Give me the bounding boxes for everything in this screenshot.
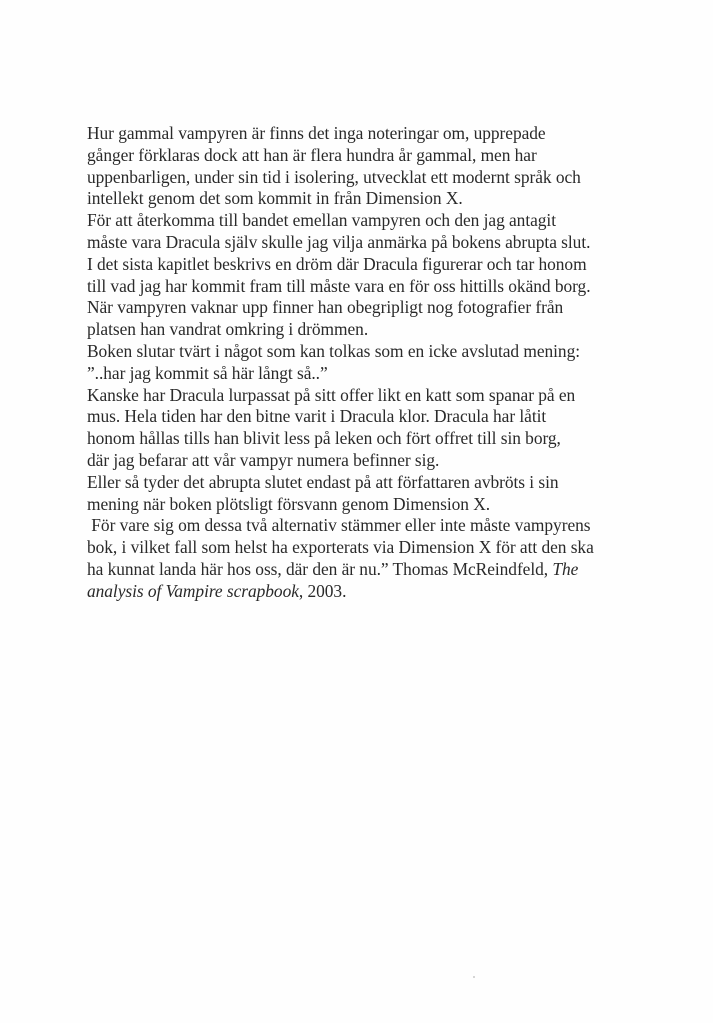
citation-text: ha kunnat landa här hos oss, där den är nu.” Thomas McReindfeld, bbox=[87, 558, 553, 579]
text-line: Boken slutar tvärt i något som kan tolkas som en icke avslutad mening: bbox=[87, 340, 581, 361]
scan-speck bbox=[473, 976, 475, 978]
text-line: mening när boken plötsligt försvann genom Dimension X. bbox=[87, 493, 491, 514]
body-text bbox=[87, 123, 697, 603]
citation-title-start: The bbox=[552, 558, 579, 579]
citation-title: analysis of Vampire scrapbook bbox=[87, 580, 299, 601]
text-line: där jag befarar att vår vampyr numera befinner sig. bbox=[87, 449, 440, 470]
text-line: bok, i vilket fall som helst ha exporterats via Dimension X för att den ska bbox=[87, 537, 594, 558]
text-line: gånger förklaras dock att han är flera hundra år gammal, men har bbox=[87, 144, 537, 165]
citation-line bbox=[87, 559, 697, 581]
text-line: Hur gammal vampyren är finns det inga noteringar om, upprepade bbox=[87, 123, 546, 143]
text-line: uppenbarligen, under sin tid i isolering, utvecklat ett modernt språk och bbox=[87, 166, 581, 187]
text-line: Eller så tyder det abrupta slutet endast på att författaren avbröts i sin bbox=[87, 471, 559, 492]
text-line: till vad jag har kommit fram till måste vara en för oss hittills okänd borg. bbox=[87, 275, 591, 296]
text-line: Kanske har Dracula lurpassat på sitt offer likt en katt som spanar på en bbox=[87, 384, 576, 405]
citation-line bbox=[87, 581, 697, 603]
text-line: honom hållas tills han blivit less på leken och fört offret till sin borg, bbox=[87, 428, 561, 449]
quote-line: ”..har jag kommit så här långt så..” bbox=[87, 362, 328, 383]
text-line: intellekt genom det som kommit in från Dimension X. bbox=[87, 188, 463, 209]
text-line: mus. Hela tiden har den bitne varit i Dracula klor. Dracula har låtit bbox=[87, 406, 547, 427]
text-line: När vampyren vaknar upp finner han obegripligt nog fotografier från bbox=[87, 297, 564, 318]
text-line: För att återkomma till bandet emellan vampyren och den jag antagit bbox=[87, 210, 556, 231]
text-line: För vare sig om dessa två alternativ stämmer eller inte måste vampyrens bbox=[87, 515, 591, 536]
citation-year: , 2003. bbox=[298, 580, 347, 601]
text-line: måste vara Dracula själv skulle jag vilja anmärka på bokens abrupta slut. bbox=[87, 231, 591, 252]
text-line: platsen han vandrat omkring i drömmen. bbox=[87, 319, 369, 340]
text-line: I det sista kapitlet beskrivs en dröm där Dracula figurerar och tar honom bbox=[87, 253, 587, 274]
